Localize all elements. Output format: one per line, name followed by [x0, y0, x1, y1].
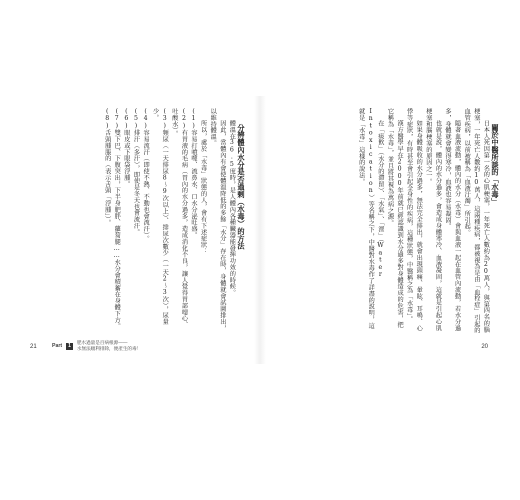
list-item: (3)頻尿（一天排尿8～9次以上）、排尿次數少（一天2～3次），尿量少。 — [151, 108, 169, 325]
list-item: (5)排汗（多汗），即使是冬天也會流汗。 — [132, 108, 140, 236]
running-head-title — [77, 340, 141, 352]
running-head-line: 肥水過量是百病根源—— — [76, 340, 128, 345]
part-number: 1 — [68, 342, 71, 349]
book-spread — [18, 96, 502, 364]
right-heading: 關於中醫所談的「水毒」 — [491, 124, 500, 206]
paragraph: 日本人死因第一名的心肌梗塞，一年死亡人數約為20萬人，與第四名的腦梗塞，一年死亡人數約10萬人，這兩種疾病，都被視為是由「血栓症」引起的血管疾病，以前被稱為「血液汙濁」所引起。 — [463, 108, 490, 334]
paragraph: 漢方醫學早在2000年前就已經認識到水分過多對身體造成的危害，把它稱為「水毒」，並且將其視為萬病之源。 — [386, 108, 404, 329]
list-item: (6)眼皮或下眼袋浮腫。 — [122, 108, 130, 188]
part-label: Part — [52, 343, 63, 349]
running-head-line: 水無法順利排除，便產生的毒！ — [76, 346, 142, 351]
page-number: 20 — [481, 344, 488, 350]
left-page-body — [32, 108, 246, 334]
page-number: 21 — [30, 344, 37, 350]
paragraph: 隨著血液流動，體內的水分（水毒）會與血液一起在血管內流動，若水分過多，身體就會變得寒冷，血液也容易凝固。 — [444, 108, 461, 332]
book-gutter — [254, 96, 266, 364]
list-item: (7)雙下巴、下腹突出，下半身肥胖、蘿蔔腿……水分會積蓄在身體下方。 — [113, 108, 121, 330]
list-item: (2)有胃液的毛病（胃內的水分過多，造成消化不良，讓人覺得胃部噁心、吐酸水）。 — [170, 108, 188, 328]
paragraph: 在「痰飲」（水分的滯留）、「水氣」、「溼」（Water Intoxication）等名稱之下，中醫對水毒作了詳盡的說明，這就是「水毒」這樣的說法。 — [357, 108, 384, 329]
paragraph: 因此，當體內有會使體溫降低的多餘「水分」存在時，身體就會試圖排出，以維持體溫。 — [209, 108, 226, 332]
list-item: (1)容易打噴嚏、流鼻水、口水分泌旺盛。 — [190, 108, 198, 239]
right-page-body — [278, 108, 500, 334]
list-item: (8)舌頭腫脹的（表示舌頭「浮腫」）。 — [103, 108, 111, 226]
left-heading: 分辨體內水分是否過剩（水毒）的方法 — [237, 124, 246, 251]
running-head — [52, 340, 141, 352]
paragraph: 如果身體吸收的水分過多，無法完全排出，就會出現頭痛、暈眩、耳鳴、心悸等症狀，有時甚至會引起全身性的疾病，這種狀態，中醫稱之為「水毒」。 — [405, 108, 423, 332]
left-page — [18, 96, 254, 364]
paragraph: 也就是說，體內的水分過多，會造成身體寒冷、血液凝固，這就是引起心肌梗塞和腦梗塞的原因之一。 — [424, 108, 442, 332]
list-item: (4)容易流汗（即使不熱、不動也會流汗）。 — [142, 108, 150, 242]
right-page — [266, 96, 502, 364]
paragraph: 體溫在36.5度時，是人體內各種臟器能發揮功效的時候。 — [228, 120, 236, 297]
paragraph: 所以，處於「水毒」狀態的人，會有下述症狀： — [199, 120, 207, 255]
